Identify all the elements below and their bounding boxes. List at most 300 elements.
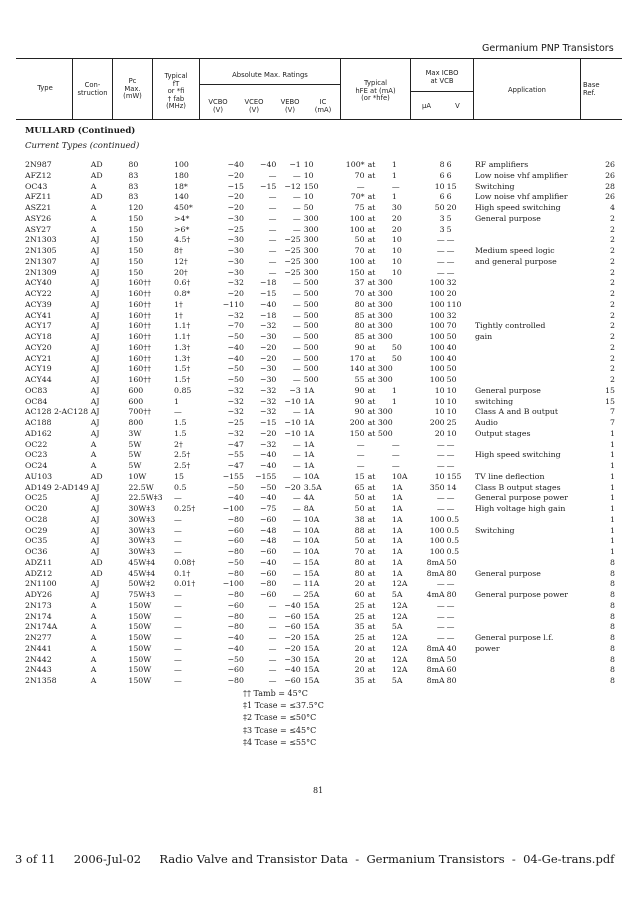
cell-vcbo: −32 bbox=[227, 396, 244, 406]
cell-type: 2N1303 bbox=[25, 235, 57, 245]
cell-pc: 160†† bbox=[128, 364, 152, 374]
cell-hfe-at: at bbox=[367, 203, 376, 212]
cell-application: High voltage high gain bbox=[474, 504, 566, 513]
cell-hfe: 50 bbox=[354, 536, 365, 546]
cell-hfe-ma bbox=[392, 375, 416, 386]
cell-base-ref: 2 bbox=[610, 246, 615, 255]
cell-vebo: — bbox=[292, 471, 301, 481]
cell-icbo-v: 50 bbox=[446, 557, 457, 567]
cell-icbo-v: 155 bbox=[446, 471, 462, 481]
cell-ft: 1.5 bbox=[174, 418, 187, 427]
cell-construction: AJ bbox=[90, 299, 100, 309]
cell-ft: 15 bbox=[174, 471, 184, 481]
cell-construction: AD bbox=[90, 160, 103, 169]
cell-base-ref: 8 bbox=[610, 676, 615, 685]
cell-base-ref: 8 bbox=[610, 579, 615, 589]
cell-type: ACY21 bbox=[25, 353, 52, 363]
cell-hfe-ma: 1 bbox=[391, 396, 397, 406]
cell-vcbo: −55 bbox=[227, 450, 244, 460]
cell-icbo-v: 80 bbox=[446, 590, 457, 599]
cell-hfe-at: at 300 bbox=[367, 289, 393, 298]
cell-construction: AJ bbox=[90, 246, 100, 255]
cell-icbo-v: 50 bbox=[446, 364, 457, 374]
cell-hfe: 55 bbox=[354, 375, 365, 384]
cell-base-ref: 2 bbox=[610, 299, 615, 309]
cell-pc: 150 bbox=[128, 256, 144, 266]
cell-icbo-ua: — bbox=[436, 633, 445, 642]
cell-type: 2N173 bbox=[25, 600, 52, 610]
cell-icbo-v: 50 bbox=[446, 654, 457, 664]
cell-hfe-at: at bbox=[367, 235, 376, 245]
cell-vebo: −60 bbox=[284, 622, 301, 632]
cell-hfe-at: at bbox=[367, 579, 376, 589]
cell-construction: AJ bbox=[90, 235, 100, 245]
cell-hfe-ma: — bbox=[391, 461, 400, 470]
cell-vcbo: −47 bbox=[227, 461, 244, 470]
cell-construction: AD bbox=[90, 471, 103, 481]
cell-type: ADZ11 bbox=[25, 557, 53, 567]
table-row bbox=[25, 418, 615, 429]
cell-ic: 10 bbox=[303, 192, 314, 202]
cell-icbo-v: 0.5 bbox=[446, 525, 460, 535]
cell-construction: AJ bbox=[90, 289, 100, 298]
cell-type: ACY19 bbox=[25, 364, 52, 374]
pdf-footer: 3 of 11 2006-Jul-02 Radio Valve and Transistor Data - Germanium Transistors - 04-Ge-trans.pdf bbox=[15, 852, 615, 866]
cell-hfe-ma: 1 bbox=[391, 160, 397, 169]
cell-construction: A bbox=[90, 611, 97, 621]
cell-hfe-ma bbox=[392, 418, 416, 429]
cell-ft: 1† bbox=[174, 299, 183, 309]
cell-hfe-at: at bbox=[367, 353, 376, 363]
cell-vcbo: −70 bbox=[227, 321, 244, 331]
cell-icbo-v: 25 bbox=[446, 418, 457, 427]
cell-construction: A bbox=[90, 439, 97, 449]
cell-type: ACY18 bbox=[25, 332, 52, 341]
cell-ic: 1A bbox=[303, 407, 315, 417]
table-row bbox=[25, 612, 615, 623]
cell-base-ref: 8 bbox=[610, 600, 615, 610]
cell-hfe-at: at bbox=[367, 536, 376, 546]
cell-vcbo: −50 bbox=[227, 364, 244, 374]
cell-ft: 140 bbox=[174, 192, 189, 202]
cell-base-ref: 8 bbox=[610, 557, 615, 567]
cell-hfe-at: at 500 bbox=[367, 428, 393, 438]
header-type: Type bbox=[37, 84, 53, 92]
cell-hfe-ma bbox=[392, 300, 416, 311]
cell-icbo-ua: — bbox=[436, 439, 445, 449]
cell-ic: 500 bbox=[303, 310, 319, 320]
cell-pc: 160†† bbox=[128, 321, 152, 331]
cell-ic: 10A bbox=[303, 525, 320, 535]
cell-pc: 22.5W bbox=[128, 482, 154, 492]
cell-vcbo: −25 bbox=[227, 224, 244, 234]
cell-application bbox=[469, 536, 597, 547]
cell-construction: A bbox=[90, 633, 97, 642]
table-row bbox=[25, 536, 615, 547]
cell-vceo: −20 bbox=[259, 353, 277, 363]
cell-icbo-v: 0.5 bbox=[446, 547, 460, 556]
cell-hfe-ma: 12A bbox=[391, 665, 408, 675]
cell-construction: AJ bbox=[90, 396, 100, 406]
cell-icbo-ua: 8 bbox=[439, 160, 445, 169]
cell-base-ref: 4 bbox=[610, 203, 615, 212]
cell-hfe: 50 bbox=[354, 504, 365, 513]
cell-ft: 1† bbox=[174, 310, 183, 320]
table-row bbox=[25, 386, 615, 397]
cell-application bbox=[469, 235, 597, 246]
cell-type: AFZ12 bbox=[25, 170, 52, 180]
cell-icbo-v: 5 bbox=[446, 213, 452, 223]
cell-vcbo: −60 bbox=[227, 525, 244, 535]
cell-type: ACY44 bbox=[25, 375, 52, 384]
cell-icbo-ua: 10 bbox=[434, 181, 445, 191]
cell-hfe-ma bbox=[392, 332, 416, 343]
cell-icbo-ua: — bbox=[436, 267, 445, 277]
cell-ic: 300 bbox=[303, 235, 319, 245]
cell-vebo: −40 bbox=[284, 600, 301, 610]
cell-type: 2N174 bbox=[25, 611, 52, 621]
cell-pc: 150W bbox=[128, 676, 152, 685]
cell-vcbo: −50 bbox=[227, 375, 244, 384]
cell-hfe: — bbox=[356, 181, 365, 191]
cell-vebo: −1 bbox=[289, 160, 301, 169]
cell-pc: 160†† bbox=[128, 289, 152, 298]
cell-icbo-ua: 100 bbox=[429, 375, 445, 384]
cell-vceo: −155 bbox=[254, 471, 277, 481]
cell-vcbo: −15 bbox=[227, 181, 244, 191]
cell-vceo: −60 bbox=[259, 568, 277, 578]
cell-vceo: −15 bbox=[259, 181, 277, 191]
cell-vcbo: −25 bbox=[227, 418, 244, 427]
cell-hfe-at: at bbox=[367, 160, 376, 169]
cell-hfe-ma: 1A bbox=[391, 482, 403, 492]
cell-vcbo: −155 bbox=[222, 471, 244, 481]
cell-vcbo: −50 bbox=[227, 654, 244, 664]
cell-icbo-v: — bbox=[446, 267, 455, 277]
cell-hfe: 35 bbox=[354, 676, 365, 685]
cell-vebo: — bbox=[292, 504, 301, 513]
cell-icbo-v: — bbox=[446, 461, 455, 470]
cell-hfe-ma: 10A bbox=[391, 471, 408, 481]
cell-hfe: 25 bbox=[354, 600, 365, 610]
cell-ic: 10A bbox=[303, 547, 320, 556]
cell-vcbo: −50 bbox=[227, 482, 244, 492]
cell-hfe: 70 bbox=[354, 547, 365, 556]
table-row bbox=[25, 429, 615, 440]
cell-vcbo: −60 bbox=[227, 600, 244, 610]
cell-ft: 1.3† bbox=[174, 342, 191, 352]
cell-icbo-ua: 8mA bbox=[426, 665, 445, 675]
cell-ft: — bbox=[174, 611, 182, 621]
table-row bbox=[25, 644, 615, 655]
cell-hfe-ma: 1A bbox=[391, 547, 403, 556]
table-row bbox=[25, 321, 615, 332]
cell-type: AFZ11 bbox=[25, 192, 52, 202]
cell-application bbox=[469, 343, 597, 354]
cell-construction: AJ bbox=[90, 579, 100, 589]
cell-construction: AJ bbox=[90, 364, 100, 374]
cell-vcbo: −30 bbox=[227, 235, 244, 245]
cell-ic: 15A bbox=[303, 568, 320, 578]
cell-vebo: — bbox=[292, 332, 301, 341]
cell-vebo: — bbox=[292, 493, 301, 503]
cell-hfe-at: at bbox=[367, 504, 376, 513]
cell-vcbo: −80 bbox=[227, 611, 244, 621]
header-vceo: VCEO (V) bbox=[244, 98, 264, 114]
table-row bbox=[25, 182, 615, 193]
table-row bbox=[25, 515, 615, 526]
cell-base-ref: 1 bbox=[610, 525, 615, 535]
cell-icbo-ua: 100 bbox=[429, 547, 445, 556]
cell-vebo: −3 bbox=[289, 385, 301, 395]
cell-hfe-at: at bbox=[367, 665, 376, 675]
cell-application bbox=[469, 311, 597, 322]
cell-base-ref: 2 bbox=[610, 256, 615, 266]
header-v: V bbox=[455, 102, 460, 110]
cell-type: OC23 bbox=[25, 450, 48, 460]
cell-base-ref: 8 bbox=[610, 568, 615, 578]
cell-ic: 15A bbox=[303, 611, 320, 621]
cell-ic: 50 bbox=[303, 203, 314, 212]
cell-construction: AJ bbox=[90, 536, 100, 546]
cell-hfe-at: at bbox=[367, 493, 376, 503]
cell-icbo-ua: 100 bbox=[429, 310, 445, 320]
cell-application: Medium speed logic bbox=[474, 246, 555, 255]
cell-pc: 50W‡2 bbox=[128, 579, 156, 589]
cell-application bbox=[469, 364, 597, 375]
cell-hfe: 15 bbox=[354, 471, 365, 481]
cell-hfe-at: at bbox=[367, 633, 376, 642]
cell-icbo-ua: — bbox=[436, 579, 445, 589]
cell-vcbo: −32 bbox=[227, 385, 244, 395]
table-row bbox=[25, 332, 615, 343]
cell-vceo: — bbox=[268, 235, 277, 245]
cell-vcbo: −20 bbox=[227, 170, 244, 180]
table-row bbox=[25, 257, 615, 268]
table-row bbox=[25, 569, 615, 580]
cell-icbo-v: 32 bbox=[446, 310, 457, 320]
cell-application: Audio bbox=[474, 418, 498, 427]
cell-ft: 100 bbox=[174, 160, 189, 169]
cell-vebo: −60 bbox=[284, 676, 301, 685]
cell-ic: 500 bbox=[303, 289, 319, 298]
cell-vceo: — bbox=[268, 267, 277, 277]
cell-vceo: −50 bbox=[259, 482, 277, 492]
cell-ft: — bbox=[174, 547, 182, 556]
cell-application bbox=[469, 225, 597, 236]
table-row bbox=[25, 483, 615, 494]
cell-icbo-v: — bbox=[446, 600, 455, 610]
cell-vcbo: −40 bbox=[227, 633, 244, 642]
cell-ft: 0.85 bbox=[174, 385, 192, 395]
cell-ft: — bbox=[174, 407, 182, 417]
cell-vceo: — bbox=[268, 170, 277, 180]
cell-hfe-ma: — bbox=[391, 450, 400, 460]
cell-base-ref: 2 bbox=[610, 364, 615, 374]
cell-hfe-ma: 1A bbox=[391, 514, 403, 524]
cell-vcbo: −40 bbox=[227, 342, 244, 352]
cell-application: power bbox=[474, 643, 500, 653]
cell-pc: 150W bbox=[128, 600, 152, 610]
cell-ic: 10 bbox=[303, 170, 314, 180]
subsection-heading: Current Types (continued) bbox=[25, 141, 140, 151]
table-row bbox=[25, 203, 615, 214]
cell-ft: 1.1† bbox=[174, 321, 191, 331]
cell-hfe-ma: — bbox=[391, 439, 400, 449]
cell-application: General purpose power bbox=[474, 493, 568, 503]
table-row bbox=[25, 407, 615, 418]
cell-icbo-ua: 100 bbox=[429, 525, 445, 535]
cell-hfe: 100 bbox=[349, 213, 365, 223]
cell-icbo-v: 40 bbox=[446, 353, 457, 363]
cell-vceo: — bbox=[268, 213, 277, 223]
table-row bbox=[25, 246, 615, 257]
cell-application bbox=[469, 665, 597, 676]
cell-hfe-ma: 5A bbox=[391, 590, 403, 599]
cell-hfe-at: at 300 bbox=[367, 299, 393, 309]
cell-vebo: −10 bbox=[284, 418, 301, 427]
cell-ft: 20† bbox=[174, 267, 188, 277]
cell-construction: AJ bbox=[90, 256, 100, 266]
cell-base-ref: 1 bbox=[610, 439, 615, 449]
cell-icbo-ua: 350 bbox=[429, 482, 445, 492]
cell-construction: A bbox=[90, 676, 97, 685]
cell-application bbox=[469, 268, 597, 279]
cell-base-ref: 2 bbox=[610, 332, 615, 341]
cell-icbo-ua: 100 bbox=[429, 536, 445, 546]
cell-application: High speed switching bbox=[474, 450, 561, 460]
table-row bbox=[25, 655, 615, 666]
cell-vceo: — bbox=[268, 203, 277, 212]
cell-pc: 150 bbox=[128, 213, 144, 223]
table-row bbox=[25, 558, 615, 569]
cell-vebo: — bbox=[292, 203, 301, 212]
cell-construction: AJ bbox=[90, 493, 100, 503]
footnote: †† Tamb = 45°C bbox=[243, 689, 308, 698]
cell-ic: 1A bbox=[303, 396, 315, 406]
cell-base-ref: 1 bbox=[610, 536, 615, 546]
cell-icbo-v: 20 bbox=[446, 289, 457, 298]
cell-hfe: 20 bbox=[354, 665, 365, 675]
cell-hfe: — bbox=[356, 461, 365, 470]
cell-construction: A bbox=[90, 665, 97, 675]
cell-base-ref: 2 bbox=[610, 353, 615, 363]
cell-application: Class A and B output bbox=[474, 407, 558, 417]
cell-ft: 1.5† bbox=[174, 375, 191, 384]
cell-application: High speed switching bbox=[474, 203, 561, 212]
cell-vceo: −40 bbox=[259, 461, 277, 470]
cell-pc: 45W‡4 bbox=[128, 557, 156, 567]
footnote: ‡4 Tcase = ≤55°C bbox=[243, 737, 317, 747]
cell-ft: — bbox=[174, 633, 182, 642]
cell-hfe-at: at bbox=[367, 192, 376, 202]
cell-ft: — bbox=[174, 590, 182, 599]
cell-hfe: 25 bbox=[354, 633, 365, 642]
cell-vceo: −48 bbox=[259, 536, 277, 546]
cell-pc: 150W bbox=[128, 643, 152, 653]
cell-base-ref: 2 bbox=[610, 278, 615, 288]
cell-hfe-at: at 300 bbox=[367, 364, 393, 374]
cell-base-ref: 1 bbox=[610, 450, 615, 460]
cell-construction: AD bbox=[90, 192, 103, 202]
cell-application bbox=[469, 278, 597, 289]
cell-icbo-ua: 10 bbox=[434, 396, 445, 406]
cell-pc: 150 bbox=[128, 267, 144, 277]
cell-vebo: — bbox=[292, 525, 301, 535]
cell-hfe: 70* bbox=[350, 192, 365, 202]
table-row bbox=[25, 472, 615, 483]
cell-base-ref: 1 bbox=[610, 482, 615, 492]
cell-vceo: −30 bbox=[259, 332, 277, 341]
cell-application: Low noise vhf amplifier bbox=[474, 192, 568, 202]
cell-hfe: 85 bbox=[354, 332, 365, 341]
cell-base-ref: 1 bbox=[610, 514, 615, 524]
cell-type: AU103 bbox=[25, 471, 53, 481]
cell-pc: 120 bbox=[128, 203, 144, 212]
cell-type: 2N174A bbox=[25, 622, 58, 632]
cell-hfe-at: at 300 bbox=[367, 407, 393, 417]
cell-hfe-at: at bbox=[367, 557, 376, 567]
cell-hfe-ma: 12A bbox=[391, 611, 408, 621]
cell-pc: 600 bbox=[128, 385, 144, 395]
cell-icbo-v: 6 bbox=[446, 192, 452, 202]
cell-icbo-ua: 50 bbox=[434, 203, 445, 212]
cell-icbo-v: 6 bbox=[446, 160, 452, 169]
cell-icbo-v: — bbox=[446, 439, 455, 449]
cell-application: General purpose bbox=[474, 568, 541, 578]
cell-vcbo: −47 bbox=[227, 439, 244, 449]
cell-ft: 2† bbox=[174, 439, 183, 449]
table-row bbox=[25, 364, 615, 375]
header-ic: IC (mA) bbox=[314, 98, 332, 114]
cell-vcbo: −100 bbox=[222, 579, 244, 589]
cell-hfe: 80 bbox=[354, 299, 365, 309]
cell-application: gain bbox=[474, 332, 493, 341]
cell-hfe-at: at bbox=[367, 514, 376, 524]
header-vcbo: VCBO (V) bbox=[208, 98, 228, 114]
cell-icbo-ua: — bbox=[436, 611, 445, 621]
cell-icbo-v: — bbox=[446, 504, 455, 513]
cell-ic: 25A bbox=[303, 590, 320, 599]
cell-construction: AJ bbox=[90, 428, 100, 438]
cell-hfe-ma: 50 bbox=[391, 353, 402, 363]
cell-type: ASY26 bbox=[25, 213, 52, 223]
cell-hfe-at: at bbox=[367, 547, 376, 556]
cell-hfe-ma bbox=[392, 364, 416, 375]
cell-ft: 12† bbox=[174, 256, 188, 266]
cell-base-ref: 8 bbox=[610, 590, 615, 599]
cell-ic: 1A bbox=[303, 439, 315, 449]
cell-vcbo: −30 bbox=[227, 256, 244, 266]
cell-hfe: 50 bbox=[354, 493, 365, 503]
cell-vcbo: −50 bbox=[227, 332, 244, 341]
table-row bbox=[25, 289, 615, 300]
cell-pc: 80 bbox=[128, 160, 139, 169]
cell-hfe-at: at bbox=[367, 643, 376, 653]
cell-hfe-ma: 1A bbox=[391, 525, 403, 535]
cell-ic: 1A bbox=[303, 450, 315, 460]
cell-hfe: 70 bbox=[354, 289, 365, 298]
cell-hfe-ma: 20 bbox=[391, 224, 402, 234]
cell-hfe: 85 bbox=[354, 310, 365, 320]
cell-pc: 150W bbox=[128, 654, 152, 664]
cell-type: ADY26 bbox=[25, 590, 52, 599]
cell-base-ref: 1 bbox=[610, 471, 615, 481]
cell-pc: 150W bbox=[128, 633, 152, 642]
cell-construction: A bbox=[90, 224, 97, 234]
cell-vcbo: −80 bbox=[227, 590, 244, 599]
cell-pc: 800 bbox=[128, 418, 144, 427]
